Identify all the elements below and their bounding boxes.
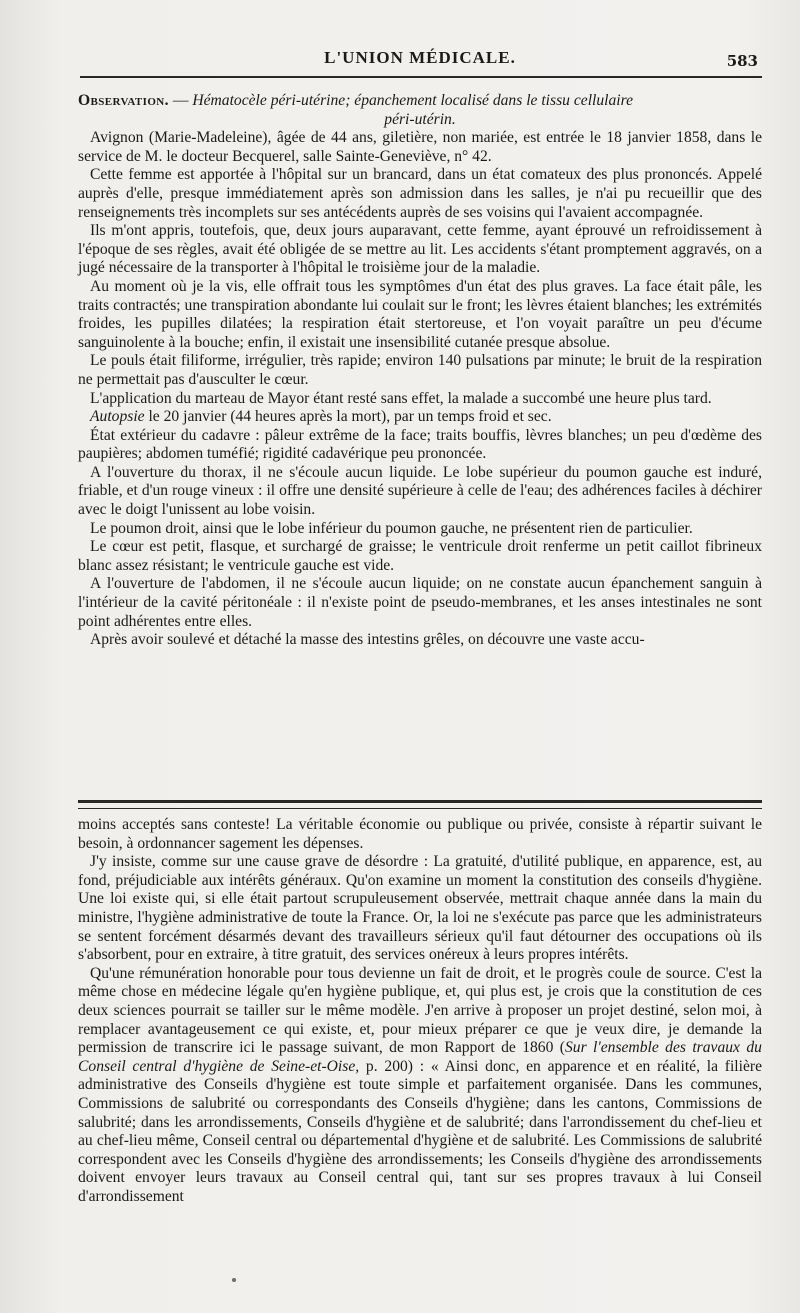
- feuilleton-separator: [78, 800, 762, 809]
- print-speck: [232, 1278, 236, 1282]
- observation-section: [78, 92, 762, 650]
- page-number: 583: [726, 52, 758, 70]
- observation-title: Hématocèle péri-utérine; épanchement localisé dans le tissu cellulaire: [192, 92, 634, 109]
- paragraph: Au moment où je la vis, elle offrait tous les symptômes d'un état des plus graves. La face était pâle, les traits contractés; une transpiration abondante lui coulait sur le front; les lèvres étaient blanches; les extrémités froides, les pupilles dilatées; la respiration était stertoreuse, et l'on voyait paraître un peu d'écume sanguinolente à la bouche; enfin, il existait une insensibilité cutanée presque absolue.: [78, 277, 762, 351]
- observation-label: Observation.: [78, 92, 169, 109]
- running-title: L'UNION MÉDICALE.: [324, 48, 516, 67]
- paragraph: Le poumon droit, ainsi que le lobe inférieur du poumon gauche, ne présentent rien de particulier.: [90, 519, 693, 537]
- paragraph: Cette femme est apportée à l'hôpital sur un brancard, dans un état comateux des plus prononcés. Appelé auprès d'elle, presque immédiatement après son admission dans les salles, je n'ai pu recueillir que des renseignements très incomplets sur ses antécédents auprès de ses voisins qui l'avaient accompagnée.: [78, 166, 762, 221]
- paragraph-with-reference: [78, 965, 762, 1207]
- paragraph: Après avoir soulevé et détaché la masse des intestins grêles, on découvre une vaste accu-: [90, 631, 645, 649]
- paragraph: État extérieur du cadavre : pâleur extrême de la face; traits bouffis, lèvres blanches; un peu d'œdème des paupières; abdomen tuméfié; rigidité cadavérique peu prononcée.: [78, 426, 762, 463]
- paragraph: A l'ouverture du thorax, il ne s'écoule aucun liquide. Le lobe supérieur du poumon gauche est induré, friable, et d'un rouge vineux : il offre une densité supérieure à celle de l'eau; des adhérences faciles à déchirer avec le doigt l'unissent au lobe voisin.: [78, 463, 762, 519]
- paragraph: moins acceptés sans conteste! La véritable économie ou publique ou privée, consiste à répartir suivant le besoin, à ordonnancer sagement les dépenses.: [78, 816, 762, 852]
- paragraph: Avignon (Marie-Madeleine), âgée de 44 ans, giletière, non mariée, est entrée le 18 janvier 1858, dans le service de M. le docteur Becquerel, salle Sainte-Geneviève, n° 42.: [78, 129, 762, 165]
- paragraph: Le cœur est petit, flasque, et surchargé de graisse; le ventricule droit renferme un petit caillot fibrineux blanc assez résistant; le ventricule gauche est vide.: [78, 538, 762, 574]
- page-header: [78, 44, 762, 74]
- paragraph: A l'ouverture de l'abdomen, il ne s'écoule aucun liquide; on ne constate aucun épanchement sanguin à l'intérieur de la cavité péritonéale : il n'existe point de pseudo-membranes, et les anses intestinales ne sont point adhérentes entre elles.: [78, 575, 762, 630]
- observation-dash: —: [168, 92, 193, 109]
- observation-heading: [78, 92, 762, 129]
- observation-title-continuation: péri-utérin.: [384, 110, 456, 128]
- paragraph: Le pouls était filiforme, irrégulier, très rapide; environ 140 pulsations par minute; le bruit de la respiration ne permettait pas d'ausculter le cœur.: [78, 352, 762, 388]
- header-rule: [80, 76, 762, 78]
- autopsy-text: le 20 janvier (44 heures après la mort), par un temps froid et sec.: [144, 408, 552, 426]
- text-run: p. 200) : « Ainsi donc, en apparence et en réalité, la filière administrative des Conseils d'hygiène est toute simple et parfaitement organisée. Dans les communes, Commissions de salubrité ou correspondants des Conseils d'hygiène; dans les cantons, Commissions de salubrité; dans les arrondissements, Conseils d'hygiène et de salubrité; dans l'arrondissement du chef-lieu et au chef-lieu même, Conseil central ou départemental d'hygiène et de salubrité. Les Commissions de salubrité correspondent avec les Conseils d'hygiène des arrondissements; les Conseils d'hygiène des arrondissements doivent envoyer leurs travaux au Conseil central qui, tant sur ses propres travaux à lui Conseil d'arrondissement: [78, 1057, 762, 1205]
- autopsy-paragraph: [78, 408, 762, 427]
- paragraph: L'application du marteau de Mayor étant resté sans effet, la malade a succombé une heure plus tard.: [90, 389, 712, 407]
- report-reference: Sur l'ensemble des travaux du Conseil central d'hygiène de Seine-et-Oise,: [78, 1039, 762, 1075]
- paragraph: J'y insiste, comme sur une cause grave de désordre : La gratuité, d'utilité publique, en apparence, est, au fond, préjudiciable aux intérêts généraux. Qu'on examine un moment la constitution des conseils d'hygiène. Une loi existe qui, si elle était partout scrupuleusement observée, mettrait chaque année dans la main du ministre, l'hygiène administrative de toute la France. Or, la loi ne s'exécute pas parce que les administrateurs se sentent forcément désarmés devant des travailleurs sérieux qu'il faut détourner des occupations où ils s'absorbent, pour en extraire, à titre gratuit, des services onéreux à leurs propres intérêts.: [78, 853, 762, 964]
- autopsy-label: Autopsie: [90, 408, 145, 426]
- feuilleton-section: [78, 816, 762, 1206]
- paragraph: Ils m'ont appris, toutefois, que, deux jours auparavant, cette femme, ayant éprouvé un refroidissement à l'époque de ses règles, avait été obligée de se mettre au lit. Les accidents s'étant promptement aggravés, on a jugé nécessaire de la transporter à l'hôpital le troisième jour de la maladie.: [78, 222, 762, 277]
- text-run: Qu'une rémunération honorable pour tous devienne un fait de droit, et le progrès coule de source. C'est la même chose en médecine légale qu'en hygiène publique, et, qui plus est, je crois que la constitution de ces deux sciences pourrait se tailler sur le même modèle. J'en arrive à proposer un projet destiné, selon moi, à remplacer avantageusement ce qui existe, et, pour mieux préparer ce que je veux dire, je demande la permission de transcrire ici le passage suivant, de mon Rapport de 1860 (: [78, 964, 762, 1057]
